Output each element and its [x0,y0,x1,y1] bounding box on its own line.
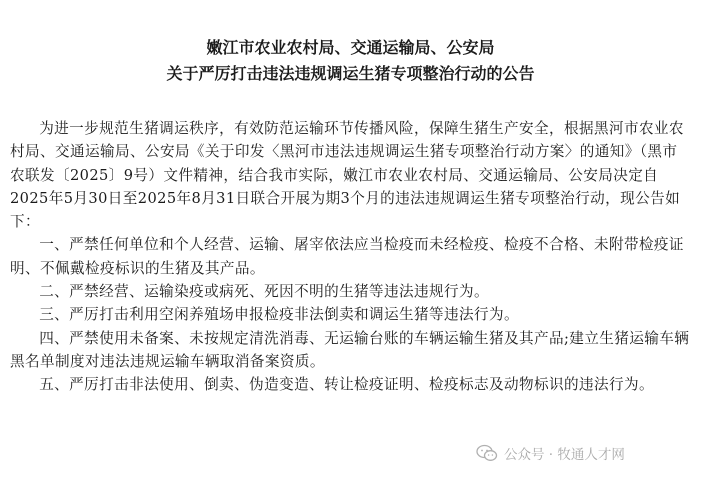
watermark-text: 公众号 · 牧通人才网 [504,447,625,463]
clause-1: 一、严禁任何单位和个人经营、运输、屠宰依法应当检疫而未经检疫、检疫不合格、未附带检疫证明、不佩戴检疫标识的生猪及其产品。 [10,236,684,277]
watermark [476,443,625,463]
clause-2: 二、严禁经营、运输染疫或病死、死因不明的生猪等违法违规行为。 [39,283,490,301]
intro-paragraph: 为进一步规范生猪调运秩序，有效防范运输环节传播风险，保障生猪生产安全，根据黑河市农业农村局、交通运输局、公安局《关于印发〈黑河市违法违规调运生猪专项整治行动方案〉的通知》（黑市农联发〔2025〕9号）文件精神，结合我市实际，嫩江市农业农村局、交通运输局、公安局决定自2025年5月30日至2025年8月31日联合开展为期3个月的违法违规调运生猪专项整治行动，现公告如下： [10,120,684,231]
announcement-body [10,117,690,397]
title-line-2: 关于严厉打击违法违规调运生猪专项整治行动的公告 [166,64,535,83]
title-line-1: 嫩江市农业农村局、交通运输局、公安局 [206,38,495,57]
clause-5: 五、严厉打击非法使用、倒卖、伪造变造、转让检疫证明、检疫标志及动物标识的违法行为。 [39,376,654,394]
clause-3: 三、严厉打击利用空闲养殖场申报检疫非法倒卖和调运生猪等违法行为。 [39,306,519,324]
wechat-icon [476,444,498,462]
clause-4: 四、严禁使用未备案、未按规定清洗消毒、无运输台账的车辆运输生猪及其产品;建立生猪运输车辆黑名单制度对违法违规运输车辆取消备案资质。 [10,329,690,370]
